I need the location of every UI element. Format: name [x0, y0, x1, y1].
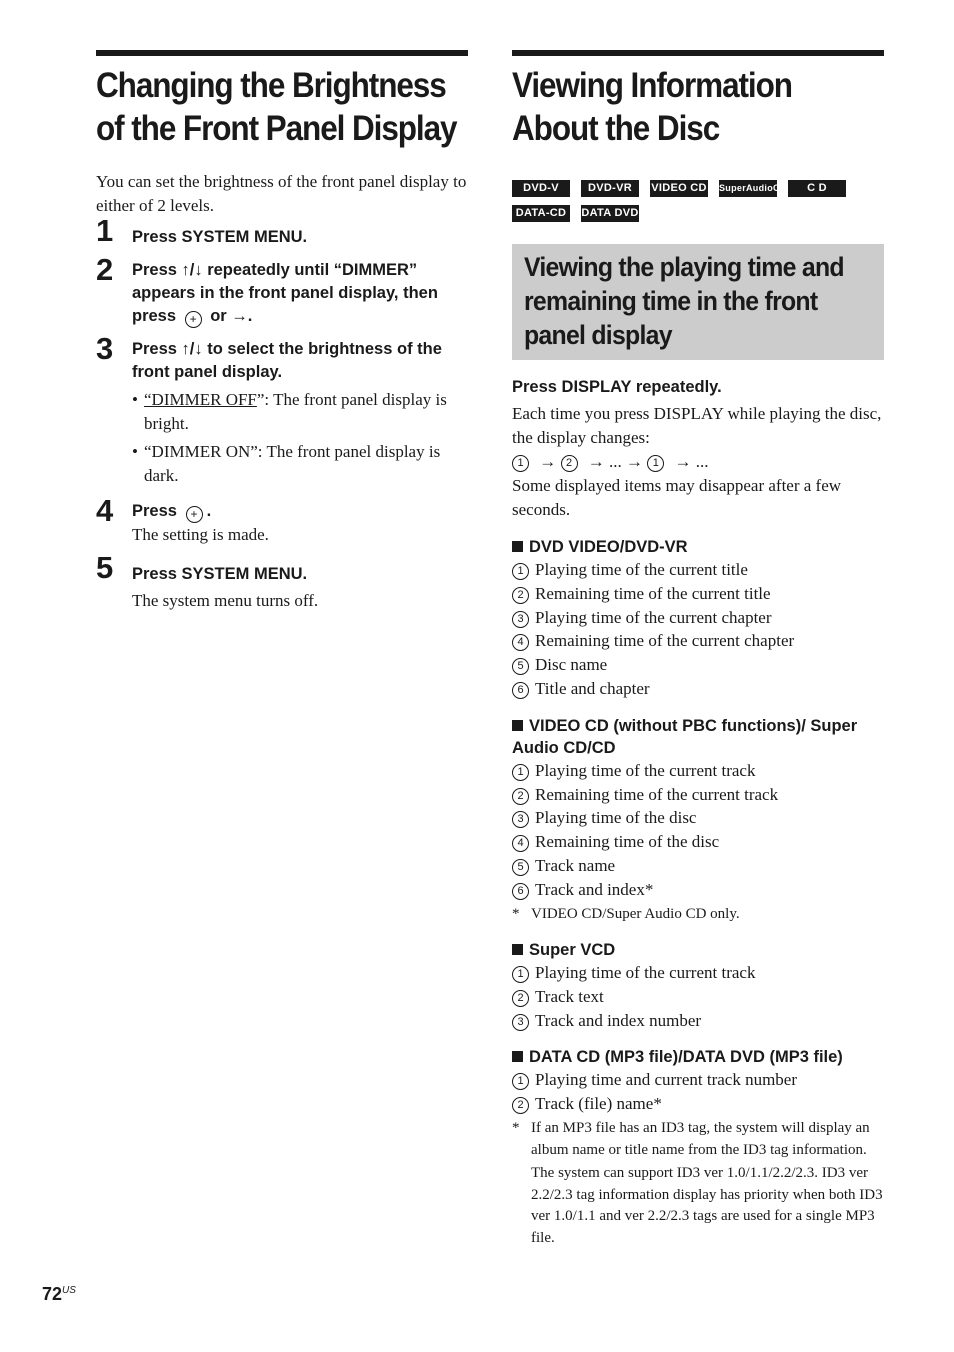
step-3 [96, 331, 468, 488]
circled-5-icon: 5 [512, 658, 529, 675]
step-result: The system menu turns off. [132, 591, 319, 610]
badge-dvd-v: DVD-V [512, 180, 570, 197]
section-heading [512, 244, 884, 360]
square-bullet-icon [512, 944, 523, 955]
circled-6-icon: 6 [512, 883, 529, 900]
circled-1-icon: 1 [512, 563, 529, 580]
asterisk: * [512, 1120, 520, 1137]
item-text: Playing time of the current track [535, 963, 756, 983]
item-text: Playing time of the current title [535, 560, 748, 579]
step-4 [96, 493, 468, 547]
section-heading-text: Viewing the playing time and remaining time in the front panel display [524, 252, 844, 350]
circled-1-icon: 1 [647, 455, 664, 472]
circled-3-icon: 3 [512, 611, 529, 628]
option-name: “DIMMER OFF [144, 390, 257, 409]
bullet-icon: • [132, 442, 138, 461]
description-text: Each time you press DISPLAY while playing the disc, the display changes: [512, 404, 882, 447]
circled-1-icon: 1 [512, 1073, 529, 1090]
page-number [42, 1284, 76, 1305]
section-title-text: DATA CD (MP3 file)/DATA DVD (MP3 file) [529, 1048, 843, 1067]
item-text: Title and chapter [535, 678, 650, 698]
section-dvd [512, 536, 884, 701]
square-bullet-icon [512, 720, 523, 731]
item-text: Playing time of the current track [535, 760, 756, 780]
footnote [512, 1118, 884, 1161]
badge-super-audio-cd: SuperAudioCD [719, 180, 777, 197]
list-item [512, 677, 884, 701]
badge-video-cd: VIDEO CD [650, 180, 708, 197]
list-item [512, 830, 884, 854]
item-text: Remaining time of the current chapter [535, 631, 795, 651]
enter-button-icon: + [185, 311, 202, 328]
list-item [512, 985, 884, 1009]
option-desc: “DIMMER ON”: The front panel display is dark. [144, 442, 441, 485]
section-title-text: Super VCD [529, 941, 616, 960]
step-text-end: . [206, 502, 212, 520]
bullet-icon: • [132, 390, 138, 409]
list-item [512, 582, 884, 606]
disc-type-badges [512, 180, 884, 222]
step-number: 4 [96, 493, 114, 528]
footnote-text: VIDEO CD/Super Audio CD only. [531, 905, 740, 922]
badge-dvd-vr: DVD-VR [581, 180, 639, 197]
step-instruction [132, 259, 468, 328]
square-bullet-icon [512, 541, 523, 552]
page-title-left: Changing the Brightness of the Front Panel Display [96, 66, 457, 148]
step-instruction: Press ↑/↓ to select the brightness of the front panel display. [132, 340, 442, 381]
list-item [512, 1092, 884, 1116]
list-item [512, 1068, 884, 1092]
circled-6-icon: 6 [512, 682, 529, 699]
section-title [512, 1046, 884, 1068]
step-text-end: or →. [210, 307, 253, 325]
circled-2-icon: 2 [512, 1097, 529, 1114]
step-number: 2 [96, 252, 114, 287]
item-text: Remaining time of the disc [535, 832, 720, 852]
step-5 [96, 550, 468, 613]
list-item [512, 854, 884, 878]
section-video-cd [512, 715, 884, 925]
footnote-continued: The system can support ID3 ver 1.0/1.1/2.2/2.3. ID3 ver 2.2/2.3 tag information display has priority when both ID3 ver 1.0/1.1 and ver 2.2/2.3 tags are used for a single MP3 file. [531, 1165, 883, 1246]
list-item [512, 806, 884, 830]
item-text: Track name [535, 855, 616, 875]
display-sequence: 1 → 2 → ... → 1 → ... [512, 450, 884, 474]
title-rule [96, 50, 468, 56]
footnote [512, 904, 884, 926]
section-data-cd [512, 1046, 884, 1249]
option-bullet [132, 388, 468, 436]
step-text: Press ↑/↓ repeatedly until “DIMMER” appears in the front panel display, then press [132, 261, 438, 325]
circled-3-icon: 3 [512, 1014, 529, 1031]
asterisk: * [512, 905, 520, 922]
item-text: Playing time of the current chapter [535, 607, 772, 627]
page-title-right: Viewing Information About the Disc [512, 66, 792, 148]
step-number: 3 [96, 331, 114, 366]
list-item [512, 1009, 884, 1033]
item-text: Playing time and current track number [535, 1070, 797, 1090]
circled-3-icon: 3 [512, 811, 529, 828]
list-item [512, 783, 884, 807]
item-text: Track and index number [535, 1010, 702, 1030]
circled-2-icon: 2 [512, 788, 529, 805]
item-text: Remaining time of the current track [535, 784, 779, 804]
list-item [512, 878, 884, 902]
badge-data-dvd: DATA DVD [581, 205, 639, 222]
section-title-text: DVD VIDEO/DVD-VR [529, 538, 688, 556]
item-text: Track and index* [535, 879, 654, 899]
item-text: Disc name [535, 655, 608, 675]
square-bullet-icon [512, 1051, 523, 1062]
item-text: Playing time of the disc [535, 808, 697, 828]
intro-text: You can set the brightness of the front panel display to either of 2 levels. [96, 172, 467, 215]
step-number: 5 [96, 550, 114, 585]
page-number-suffix: US [62, 1285, 76, 1296]
circled-1-icon: 1 [512, 455, 529, 472]
circled-1-icon: 1 [512, 966, 529, 983]
title-rule [512, 50, 884, 56]
description-note: Some displayed items may disappear after a few seconds. [512, 476, 842, 519]
list-item [512, 759, 884, 783]
item-text: Remaining time of the current title [535, 583, 771, 603]
step-instruction: Press SYSTEM MENU. [132, 565, 308, 583]
circled-2-icon: 2 [512, 990, 529, 1007]
section-title [512, 536, 884, 558]
section-title [512, 939, 884, 961]
list-item [512, 961, 884, 985]
right-column [512, 50, 884, 1249]
circled-1-icon: 1 [512, 764, 529, 781]
step-1 [96, 213, 468, 249]
page-number-value: 72 [42, 1284, 63, 1304]
press-instruction: Press DISPLAY repeatedly. [512, 378, 722, 396]
section-title [512, 715, 884, 759]
left-column [96, 50, 468, 613]
badge-data-cd: DATA-CD [512, 205, 570, 222]
list-item [512, 606, 884, 630]
list-item [512, 653, 884, 677]
section-super-vcd [512, 939, 884, 1032]
list-item [512, 629, 884, 653]
enter-button-icon: + [186, 506, 203, 523]
item-text: Track text [535, 986, 604, 1006]
circled-5-icon: 5 [512, 859, 529, 876]
circled-4-icon: 4 [512, 835, 529, 852]
circled-4-icon: 4 [512, 634, 529, 651]
step-2 [96, 252, 468, 328]
step-text: Press [132, 502, 177, 520]
step-number: 1 [96, 213, 114, 248]
option-desc: ”: The front panel display is bright. [144, 390, 447, 433]
step-instruction: Press SYSTEM MENU. [132, 228, 308, 246]
step-result: The setting is made. [132, 525, 269, 544]
step-instruction [132, 500, 468, 523]
list-item [512, 558, 884, 582]
footnote-text: If an MP3 file has an ID3 tag, the system will display an album name or title name from the ID3 tag information. [531, 1120, 870, 1158]
option-bullet [132, 440, 468, 488]
section-title-text: VIDEO CD (without PBC functions)/ Super Audio CD/CD [512, 716, 858, 757]
circled-2-icon: 2 [561, 455, 578, 472]
badge-cd: C D [788, 180, 846, 197]
item-text: Track (file) name* [535, 1094, 662, 1114]
circled-2-icon: 2 [512, 587, 529, 604]
